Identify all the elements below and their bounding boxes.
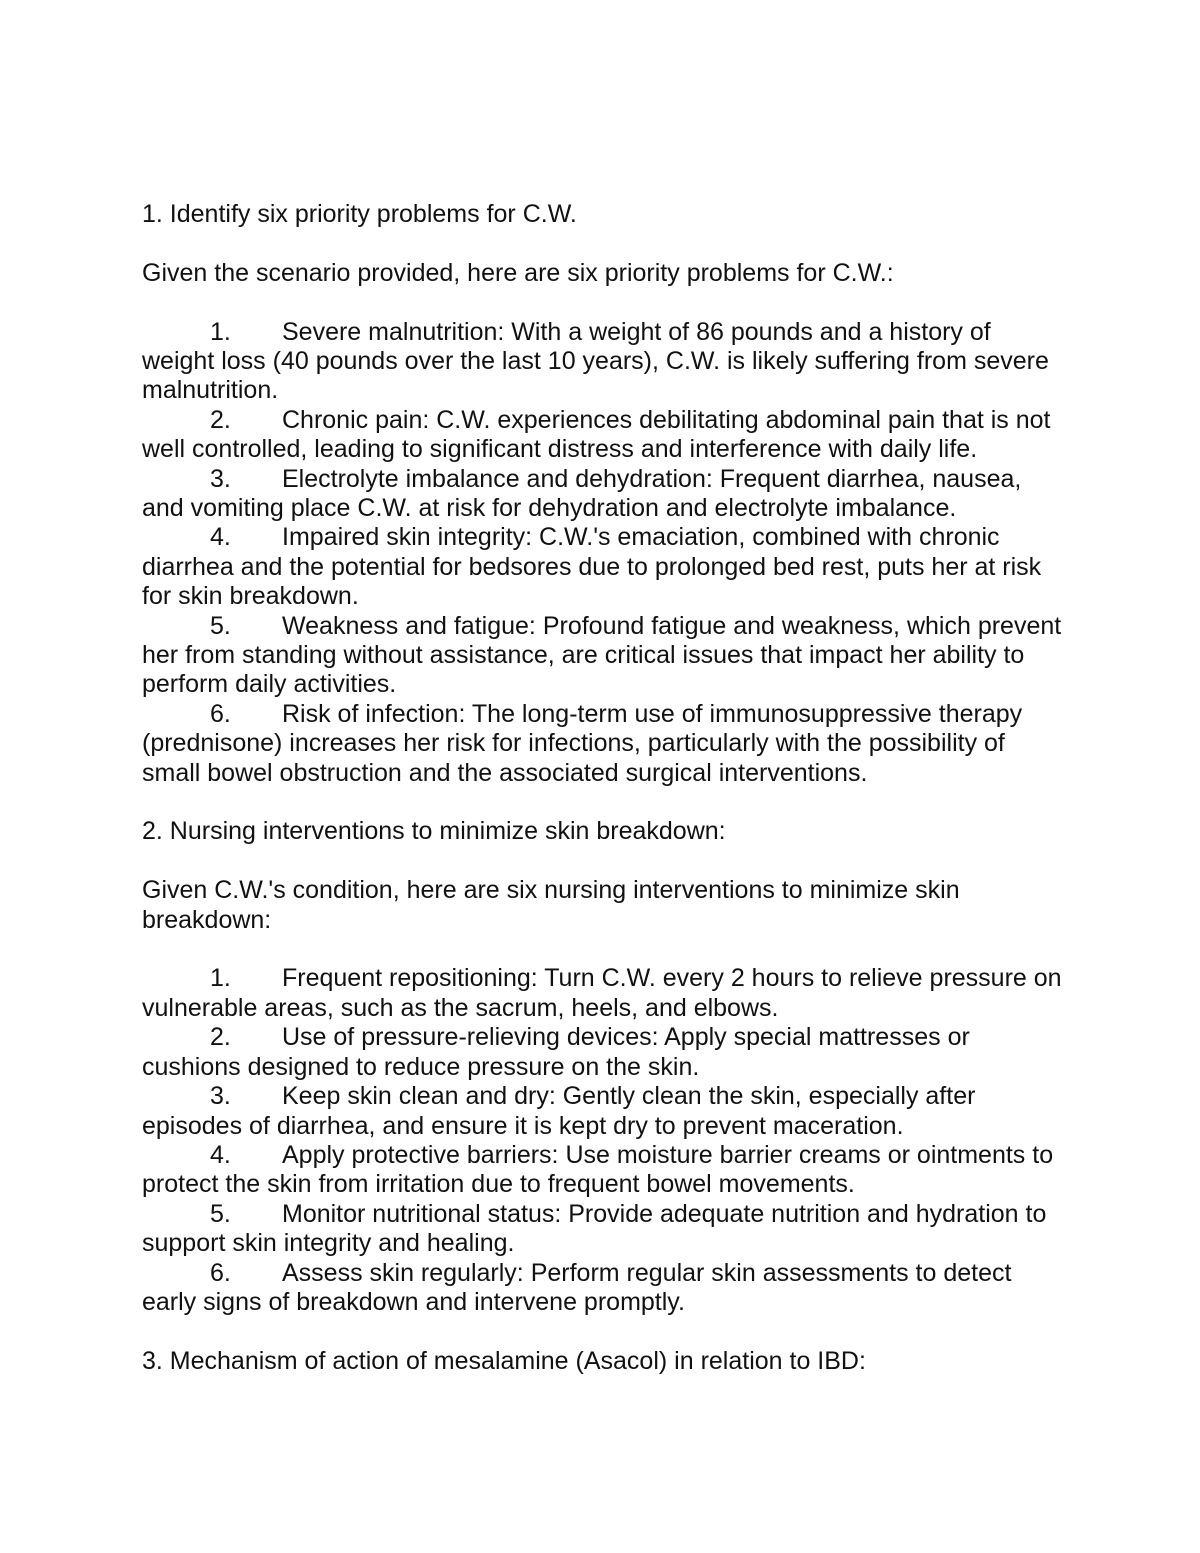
list-item-number: 4.	[210, 1140, 231, 1169]
list-item	[142, 1023, 1062, 1082]
list-item-text: Severe malnutrition: With a weight of 86 pounds and a history of weight loss (40 pounds over the last 10 years), C.W. is likely suffering from severe malnutrition.	[142, 317, 1049, 405]
list-item-number: 4.	[210, 523, 231, 552]
spacer	[142, 288, 1062, 317]
list-item-number: 2.	[210, 405, 231, 434]
list-item-number: 5.	[210, 1199, 231, 1228]
list-item	[142, 318, 1062, 406]
spacer	[142, 229, 1062, 258]
spacer	[142, 788, 1062, 817]
priority-problems-list	[142, 318, 1062, 789]
q3-heading: 3. Mechanism of action of mesalamine (Asacol) in relation to IBD:	[142, 1346, 866, 1375]
list-item	[142, 1200, 1062, 1259]
list-item	[142, 1082, 1062, 1141]
q1-heading: 1. Identify six priority problems for C.W.	[142, 200, 577, 228]
list-item-text: Frequent repositioning: Turn C.W. every 2 hours to relieve pressure on vulnerable areas, such as the sacrum, heels, and elbows.	[142, 964, 1062, 1022]
list-item-number: 3.	[210, 464, 231, 493]
list-item-text: Keep skin clean and dry: Gently clean the skin, especially after episodes of diarrhea, and ensure it is kept dry to prevent maceration.	[142, 1082, 976, 1140]
list-item-text: Impaired skin integrity: C.W.'s emaciation, combined with chronic diarrhea and the potential for bedsores due to prolonged bed rest, puts her at risk for skin breakdown.	[142, 523, 1042, 611]
list-item-text: Electrolyte imbalance and dehydration: Frequent diarrhea, nausea, and vomiting place C.W. at risk for dehydration and electrolyte imbalance.	[142, 464, 1022, 523]
q2-heading: 2. Nursing interventions to minimize skin breakdown:	[142, 817, 726, 846]
q2-intro: Given C.W.'s condition, here are six nursing interventions to minimize skin breakdown:	[142, 876, 960, 934]
nursing-interventions-list	[142, 964, 1062, 1317]
list-item	[142, 1141, 1062, 1200]
list-item-number: 1.	[210, 964, 231, 993]
list-item-text: Chronic pain: C.W. experiences debilitating abdominal pain that is not well controlled, leading to significant distress and interference with daily life.	[142, 405, 1051, 464]
list-item-number: 1.	[210, 317, 231, 346]
list-item	[142, 612, 1062, 700]
list-item-number: 6.	[210, 1258, 231, 1287]
list-item	[142, 465, 1062, 524]
list-item	[142, 1259, 1062, 1318]
spacer	[142, 1317, 1062, 1346]
list-item-text: Weakness and fatigue: Profound fatigue and weakness, which prevent her from standing without assistance, are critical issues that impact her ability to perform daily activities.	[142, 611, 1062, 699]
list-item-text: Apply protective barriers: Use moisture barrier creams or ointments to protect the skin from irritation due to frequent bowel movements.	[142, 1140, 1054, 1199]
list-item-number: 5.	[210, 611, 231, 640]
list-item-text: Monitor nutritional status: Provide adequate nutrition and hydration to support skin integrity and healing.	[142, 1199, 1047, 1258]
list-item-number: 6.	[210, 699, 231, 728]
spacer	[142, 847, 1062, 876]
document-body	[142, 200, 1062, 1376]
list-item-number: 3.	[210, 1082, 231, 1111]
list-item	[142, 964, 1062, 1023]
list-item-text: Use of pressure-relieving devices: Apply special mattresses or cushions designed to reduce pressure on the skin.	[142, 1023, 970, 1081]
list-item	[142, 700, 1062, 788]
q1-intro: Given the scenario provided, here are six priority problems for C.W.:	[142, 258, 894, 287]
list-item-text: Assess skin regularly: Perform regular skin assessments to detect early signs of breakdown and intervene promptly.	[142, 1258, 1012, 1316]
list-item	[142, 523, 1062, 611]
list-item-text: Risk of infection: The long-term use of immunosuppressive therapy (prednisone) increases her risk for infections, particularly with the possibility of small bowel obstruction and the associated surgical interventions.	[142, 699, 1023, 787]
spacer	[142, 935, 1062, 964]
list-item	[142, 406, 1062, 465]
list-item-number: 2.	[210, 1023, 231, 1052]
